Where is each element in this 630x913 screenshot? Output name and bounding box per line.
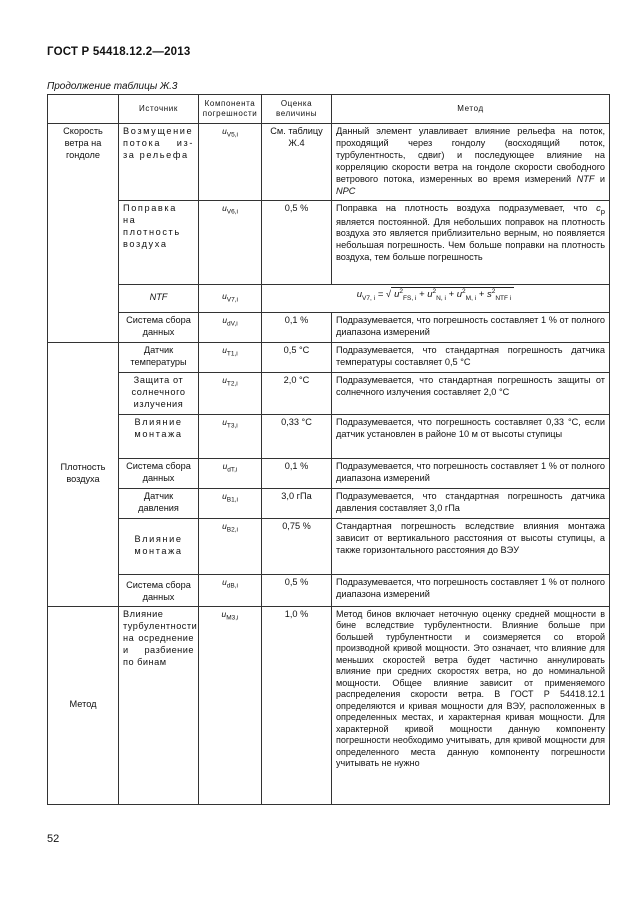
method-cell: Подразумевается, что стандартная погрешность защиты от солнечного излучения составляет 2,0 °C xyxy=(332,372,610,414)
page-number: 52 xyxy=(47,833,60,845)
value-cell: 0,5 % xyxy=(262,200,332,284)
component-cell: $u_{V7,i}$ xyxy=(199,284,262,312)
group-air-density: Плотность воздуха xyxy=(48,342,119,606)
table-row xyxy=(48,458,610,488)
source-cell: Поправка на плотность воздуха xyxy=(119,200,199,284)
method-cell: Подразумевается, что стандартная погрешность датчика температуры составляет 0,5 °C xyxy=(332,342,610,372)
group-method: Метод xyxy=(48,606,119,804)
value-cell: См. таблицу Ж.4 xyxy=(262,124,332,201)
table-row xyxy=(48,372,610,414)
method-cell: Поправка на плотность воздуха подразумевает, что $c_p$ является постоянной. Для небольших поправок на плотность воздуха это является приблизительно верным, но появляется небольшая погрешность. Чем больше поправки на плотность воздуха, тем больше погрешность xyxy=(332,200,610,284)
source-cell: Влияние монтажа xyxy=(119,414,199,458)
value-cell: 0,1 % xyxy=(262,312,332,342)
component-cell: $u_{T1,i}$ xyxy=(199,342,262,372)
component-cell: $u_{T3,i}$ xyxy=(199,414,262,458)
header-method: Метод xyxy=(332,95,610,124)
table-row xyxy=(48,200,610,284)
source-cell: Датчик температуры xyxy=(119,342,199,372)
component-cell: $u_{V6,i}$ xyxy=(199,200,262,284)
standard-header: ГОСТ Р 54418.12.2—2013 xyxy=(47,46,191,58)
component-cell: $u_{B1,i}$ xyxy=(199,488,262,518)
value-cell: 0,33 °C xyxy=(262,414,332,458)
header-component: Компонента погрешности xyxy=(199,95,262,124)
ntf-formula: $u_{V7, i}$ = √ $u^2_{FS, i} + u^2_{N, i} + u^2_{M, i} + s^2_{NTF i}$ xyxy=(262,284,610,312)
header-source: Источник xyxy=(119,95,199,124)
method-cell: Метод бинов включает неточную оценку средней мощности в бине вследствие турбулентности. Влияние больше при большей турбулентности и соизмеряется со второй производной кривой мощности. Это означает, что влияние для меньших скоростей ветра будет частично аннулировать влияние при средних скоростях ветра, но до номинальной мощности. Общее влияние зависит от применяемого распределения скорости ветра. В ГОСТ Р 54418.12.1 определяются и кривая мощности для ВЭУ, расположенных в определенных местах, и характерная кривая мощности. Для характерной кривой мощности данную компоненту погрешности необходимо учитывать, для кривой мощности для определенного места данную компоненту погрешности учитывать не нужно xyxy=(332,606,610,804)
method-cell: Стандартная погрешность вследствие влияния монтажа зависит от вертикального расстояния от высоты ступицы, а также горизонтального расстояния до ВЭУ xyxy=(332,518,610,574)
source-cell: Влияние монтажа xyxy=(119,518,199,574)
method-cell: Подразумевается, что погрешность составляет 0,33 °C, если датчик установлен в районе 10 м от высоты ступицы xyxy=(332,414,610,458)
component-cell: $u_{dB,i}$ xyxy=(199,574,262,606)
table-row xyxy=(48,124,610,201)
table-row xyxy=(48,284,610,312)
source-cell: Датчик давления xyxy=(119,488,199,518)
table-header-row xyxy=(48,95,610,124)
header-value: Оценка величины xyxy=(262,95,332,124)
component-cell: $u_{T2,i}$ xyxy=(199,372,262,414)
source-cell: Система сбора данных xyxy=(119,458,199,488)
method-cell: Подразумевается, что погрешность составляет 1 % от полного диапазона измерений xyxy=(332,312,610,342)
uncertainty-table xyxy=(47,94,610,805)
value-cell: 3,0 гПа xyxy=(262,488,332,518)
header-parameter xyxy=(48,95,119,124)
table-row xyxy=(48,312,610,342)
source-cell: Система сбора данных xyxy=(119,312,199,342)
component-cell: $u_{dV,i}$ xyxy=(199,312,262,342)
component-cell: $u_{B2,i}$ xyxy=(199,518,262,574)
source-cell: Защита от солнечного излучения xyxy=(119,372,199,414)
component-cell: $u_{dT,i}$ xyxy=(199,458,262,488)
table-row xyxy=(48,518,610,574)
source-cell: Система сбора данных xyxy=(119,574,199,606)
value-cell: 2,0 °C xyxy=(262,372,332,414)
value-cell: 0,75 % xyxy=(262,518,332,574)
table-row xyxy=(48,606,610,804)
table-row xyxy=(48,414,610,458)
source-cell: Влияние турбулентности на осреднение и разбиение по бинам xyxy=(119,606,199,804)
table-caption: Продолжение таблицы Ж.3 xyxy=(47,81,178,92)
value-cell: 1,0 % xyxy=(262,606,332,804)
table-row xyxy=(48,488,610,518)
value-cell: 0,5 °C xyxy=(262,342,332,372)
component-cell: $u_{V5,i}$ xyxy=(199,124,262,201)
source-cell: Возмущение потока из-за рельефа xyxy=(119,124,199,201)
method-cell: Подразумевается, что погрешность составляет 1 % от полного диапазона измерений xyxy=(332,458,610,488)
table-row xyxy=(48,574,610,606)
component-cell: $u_{M3,i}$ xyxy=(199,606,262,804)
source-cell: NTF xyxy=(119,284,199,312)
method-cell: Подразумевается, что погрешность составляет 1 % от полного диапазона измерений xyxy=(332,574,610,606)
value-cell: 0,1 % xyxy=(262,458,332,488)
value-cell: 0,5 % xyxy=(262,574,332,606)
method-cell: Данный элемент улавливает влияние рельефа на поток, проходящий через гондолу (восходящий поток, турбулентность, сдвиг) и последующее влияние на корреляцию скорости ветра на гондоле скорости свободного ветрового потока, измеренных во время измерений NTF и NPC xyxy=(332,124,610,201)
method-cell: Подразумевается, что стандартная погрешность датчика давления составляет 3,0 гПа xyxy=(332,488,610,518)
table-row xyxy=(48,342,610,372)
group-wind-speed: Скорость ветра на гондоле xyxy=(48,124,119,343)
